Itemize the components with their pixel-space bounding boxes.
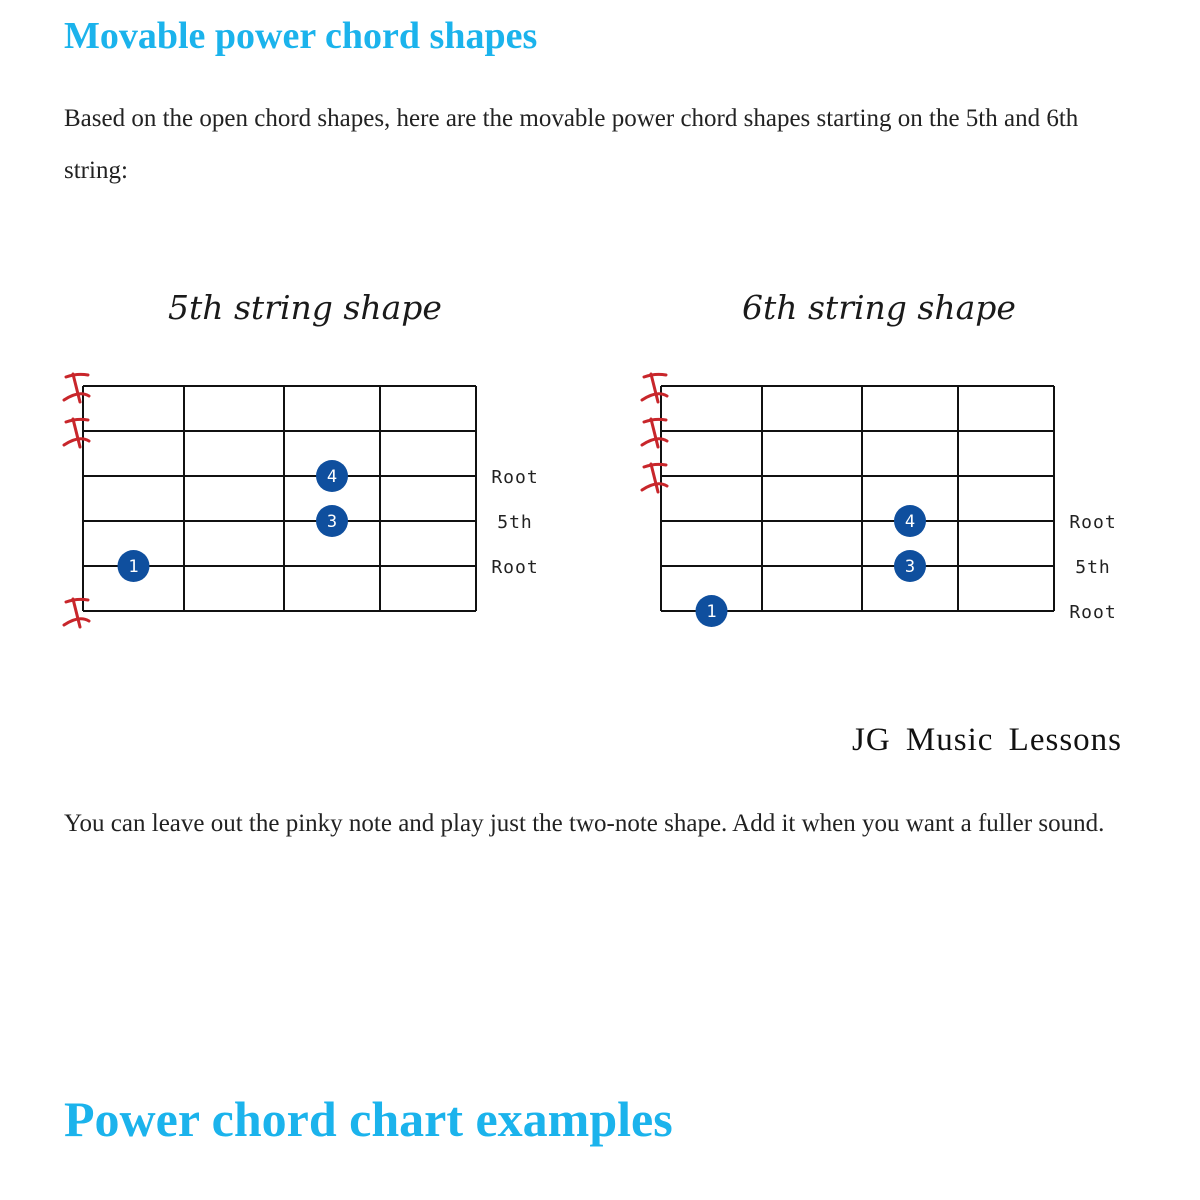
mute-x-icon <box>642 374 667 402</box>
string-function-label: 5th <box>497 512 533 533</box>
string-function-label: Root <box>1069 512 1117 533</box>
finger-number: 1 <box>128 557 139 577</box>
string-function-label: 5th <box>1075 557 1111 578</box>
shape-title-5th-string: 5th string shape <box>168 288 442 327</box>
string-function-label: Root <box>491 557 539 578</box>
finger-number: 3 <box>326 512 338 532</box>
finger-number: 4 <box>904 512 916 532</box>
string-function-label: Root <box>491 467 539 488</box>
intro-paragraph: Based on the open chord shapes, here are the movable power chord shapes starting on the 5th and 6th string: <box>64 105 1079 184</box>
mute-x-icon <box>642 419 667 447</box>
finger-number: 1 <box>706 602 717 622</box>
pinky-note-paragraph: You can leave out the pinky note and play just the two-note shape. Add it when you want a fuller sound. <box>64 810 1105 837</box>
finger-number: 3 <box>904 557 916 577</box>
section-heading-chart-examples: Power chord chart examples <box>64 1091 673 1147</box>
finger-number: 4 <box>326 467 338 487</box>
section-heading-movable-power-chords: Movable power chord shapes <box>64 15 538 57</box>
shape-title-6th-string: 6th string shape <box>742 288 1016 327</box>
string-function-label: Root <box>1069 602 1117 623</box>
brand-watermark: JG Music Lessons <box>852 722 1123 758</box>
mute-x-icon <box>642 464 667 492</box>
